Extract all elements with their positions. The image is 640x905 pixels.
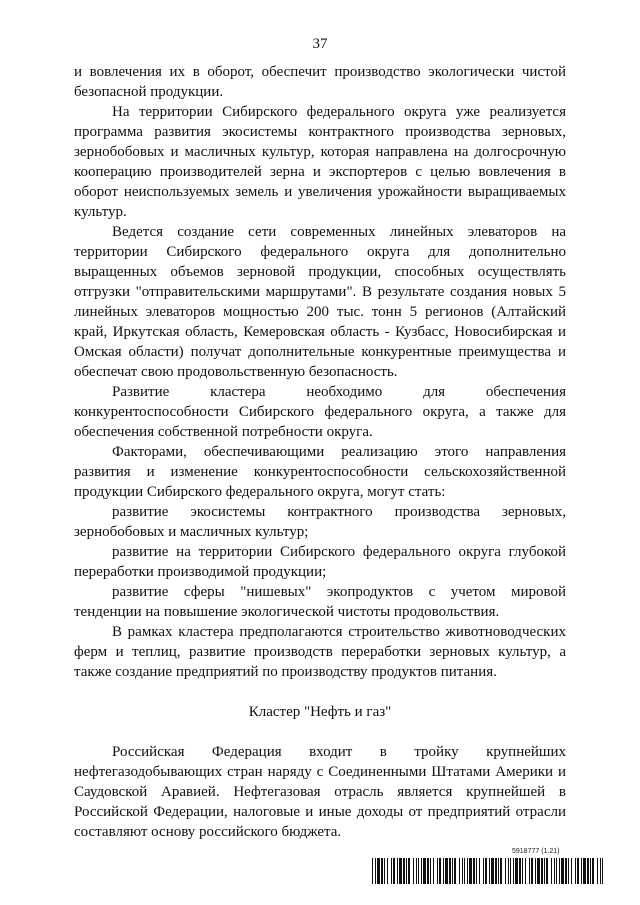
paragraph: В рамках кластера предполагаются строительство животноводческих ферм и теплиц, развитие производств переработки зерновых культур, а также создание предприятий по производству продуктов питания.: [74, 624, 566, 680]
paragraph: Российская Федерация входит в тройку крупнейших нефтегазодобывающих стран наряду с Соединенными Штатами Америки и Саудовской Аравией. Нефтегазовая отрасль является крупнейшей в Российской Федерации, налоговые и иные доходы от предприятий отрасли составляют основу российского бюджета.: [74, 744, 566, 840]
paragraph: и вовлечения их в оборот, обеспечит производство экологически чистой безопасной продукции.: [74, 64, 566, 100]
page-number: 37: [312, 36, 328, 52]
list-item: развитие на территории Сибирского федерального округа глубокой переработки производимой продукции;: [74, 544, 566, 580]
paragraph: Факторами, обеспечивающими реализацию этого направления развития и изменение конкурентоспособности сельскохозяйственной продукции Сибирского федерального округа, могут стать:: [74, 444, 566, 500]
paragraph: Развитие кластера необходимо для обеспечения конкурентоспособности Сибирского федерального округа, а также для обеспечения собственной потребности округа.: [74, 384, 566, 440]
document-stamp: 5918777 (1.21): [512, 848, 560, 855]
list-item: развитие сферы "нишевых" экопродуктов с учетом мировой тенденции на повышение экологической чистоты продовольствия.: [74, 584, 566, 620]
paragraph: На территории Сибирского федерального округа уже реализуется программа развития экосистемы контрактного производства зерновых, зернобобовых и масличных культур, которая направлена на долгосрочную кооперацию производителей зерна и экспортеров с целью вовлечения в оборот неиспользуемых земель и увеличения урожайности выращиваемых культур.: [74, 104, 566, 220]
list-item: развитие экосистемы контрактного производства зерновых, зернобобовых и масличных культур;: [74, 504, 566, 540]
barcode-image: [372, 858, 604, 884]
paragraph: Ведется создание сети современных линейных элеваторов на территории Сибирского федерального округа для дополнительно выращенных объемов зерновой продукции, способных осуществлять отгрузки "отправительскими маршрутами". В результате создания новых 5 линейных элеваторов мощностью 200 тыс. тонн 5 регионов (Алтайский край, Иркутская область, Кемеровская область - Кузбасс, Новосибирская и Омская области) получат дополнительные конкурентные преимущества и обеспечат свою продовольственную безопасность.: [74, 224, 566, 380]
section-heading: Кластер "Нефть и газ": [248, 704, 392, 720]
document-body: [74, 62, 566, 842]
